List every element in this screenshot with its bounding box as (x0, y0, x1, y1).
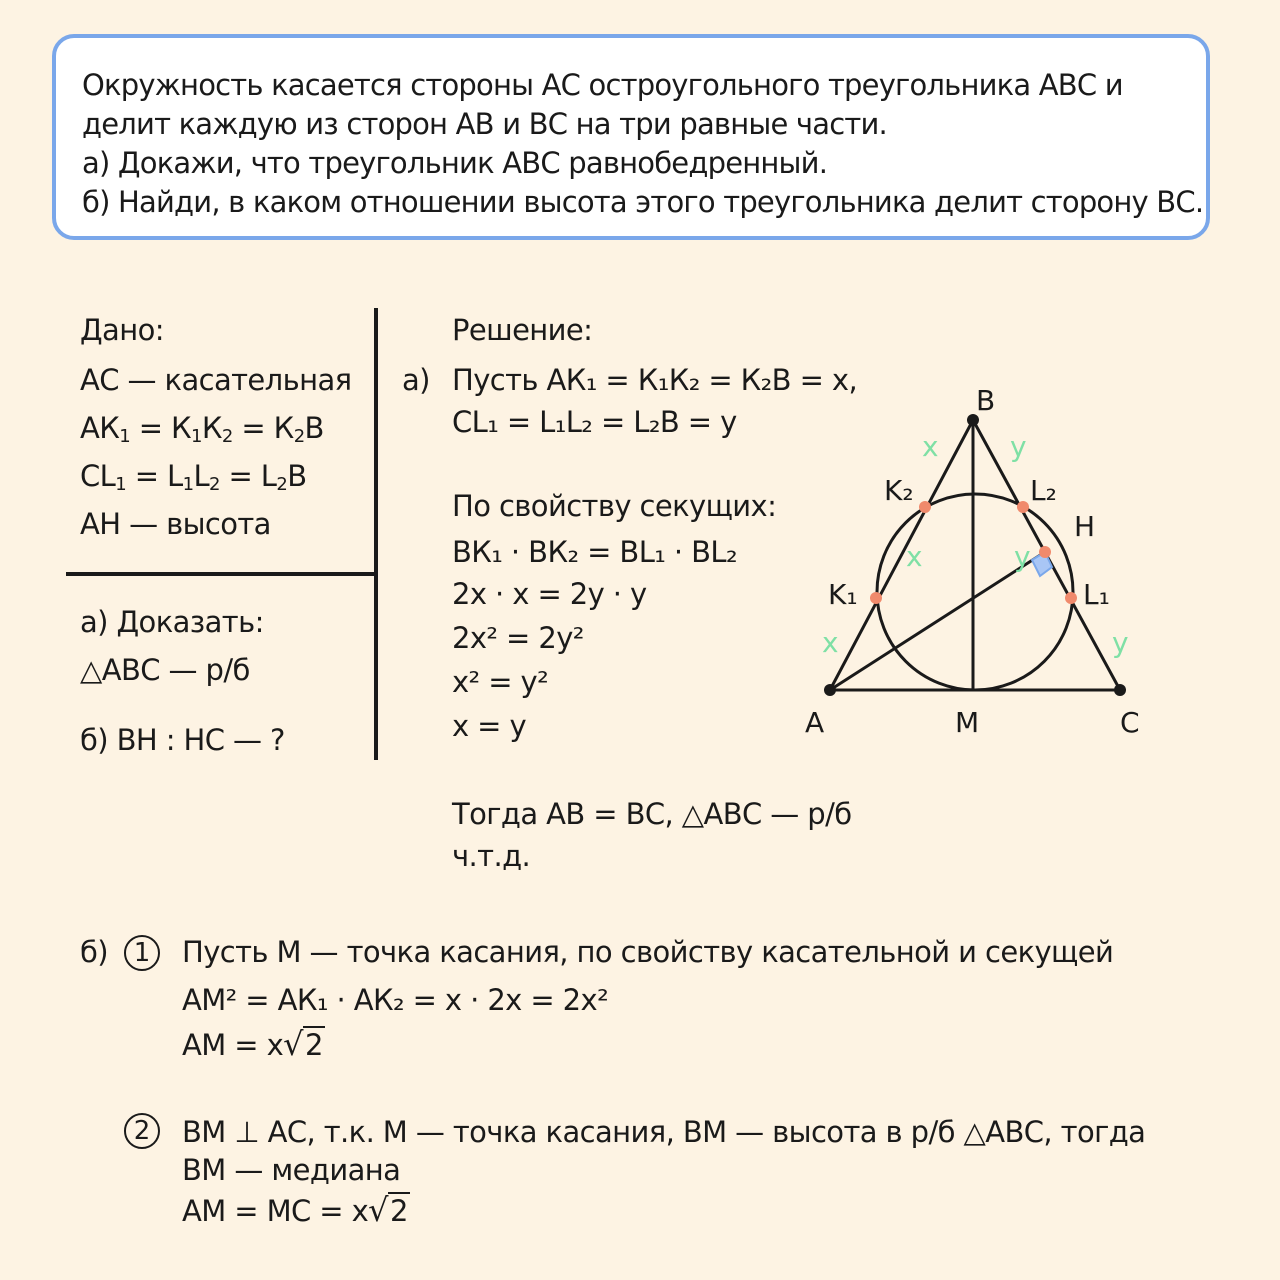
given-divider-horizontal (66, 572, 376, 576)
step-2-line-1: ВМ ⊥ АС, т.к. М — точка касания, ВМ — высота в р/б △АВС, тогда (182, 1115, 1146, 1149)
equation: 2х² = 2у² (452, 621, 584, 655)
vertex-c (1114, 684, 1126, 696)
point-h (1039, 546, 1051, 558)
problem-line: б) Найди, в каком отношении высота этого треугольника делит сторону ВС. (82, 185, 1204, 219)
problem-line: делит каждую из сторон АВ и ВС на три равные части. (82, 107, 887, 141)
label-m: M (955, 706, 980, 739)
label-k1: K₁ (828, 578, 858, 611)
equation: х = у (452, 709, 527, 743)
mark-y: y (1112, 626, 1129, 659)
solution-conclusion: Тогда АВ = ВС, △АВС — р/б (452, 797, 852, 831)
solution-secant-property: По свойству секущих: (452, 489, 777, 523)
altitude-ah (830, 552, 1045, 690)
mark-x: x (822, 626, 839, 659)
side-ab (830, 420, 973, 690)
given-altitude: АН — высота (80, 507, 271, 541)
step-2-line-3: АМ = МС = х√2 (182, 1191, 408, 1229)
label-k2: K₂ (884, 474, 914, 507)
given-equal-segments-ab: $АК_1 = К_1К_2 = К_2В$ (80, 411, 324, 447)
equation: 2х · х = 2у · у (452, 577, 647, 611)
solution-let-y: СL₁ = L₁L₂ = L₂В = у (452, 405, 737, 439)
label-l1: L₁ (1083, 578, 1110, 611)
mark-y: y (1010, 430, 1027, 463)
problem-line: Окружность касается стороны АС остроугольного треугольника АВС и (82, 68, 1123, 102)
mark-x: x (922, 430, 939, 463)
solution-let-x: Пусть АК₁ = К₁К₂ = К₂В = х, (452, 363, 858, 397)
part-a-label: а) (402, 363, 430, 397)
point-l2 (1017, 501, 1029, 513)
part-b-label: б) (80, 935, 108, 969)
label-l2: L₂ (1030, 474, 1057, 507)
mark-x: x (906, 540, 923, 573)
label-c: C (1120, 706, 1140, 739)
given-title: Дано: (80, 313, 164, 347)
step-1-line-2: АМ² = АК₁ · АК₂ = х · 2х = 2х² (182, 983, 609, 1017)
solution-title: Решение: (452, 313, 593, 347)
mark-y: y (1014, 540, 1031, 573)
solution-qed: ч.т.д. (452, 839, 531, 873)
given-equal-segments-bc: $СL_1 = L_1L_2 = L_2В$ (80, 459, 307, 495)
problem-line: а) Докажи, что треугольник АВС равнобедренный. (82, 146, 828, 180)
find-text: б) ВН : НС — ? (80, 723, 285, 757)
vertex-a (824, 684, 836, 696)
step-2-marker: 2 (124, 1112, 160, 1149)
label-b: B (976, 384, 996, 417)
step-1-marker: 1 (124, 934, 160, 971)
step-1-line-1: Пусть М — точка касания, по свойству касательной и секущей (182, 935, 1114, 969)
step-2-line-2: ВМ — медиана (182, 1153, 401, 1187)
given-divider-vertical (374, 308, 378, 760)
inscribed-circle (877, 494, 1073, 690)
point-l1 (1065, 592, 1077, 604)
point-k1 (870, 592, 882, 604)
label-h: H (1074, 510, 1096, 543)
given-tangent: АС — касательная (80, 363, 352, 397)
step-1-line-3: АМ = х√2 (182, 1025, 323, 1063)
prove-text: △АВС — р/б (80, 653, 250, 687)
equation: ВК₁ · ВК₂ = ВL₁ · ВL₂ (452, 535, 738, 569)
prove-title: а) Доказать: (80, 605, 264, 639)
point-k2 (919, 501, 931, 513)
problem-statement-box (52, 34, 1210, 240)
triangle-figure (790, 380, 1170, 750)
label-a: A (805, 706, 825, 739)
equation: х² = у² (452, 665, 549, 699)
